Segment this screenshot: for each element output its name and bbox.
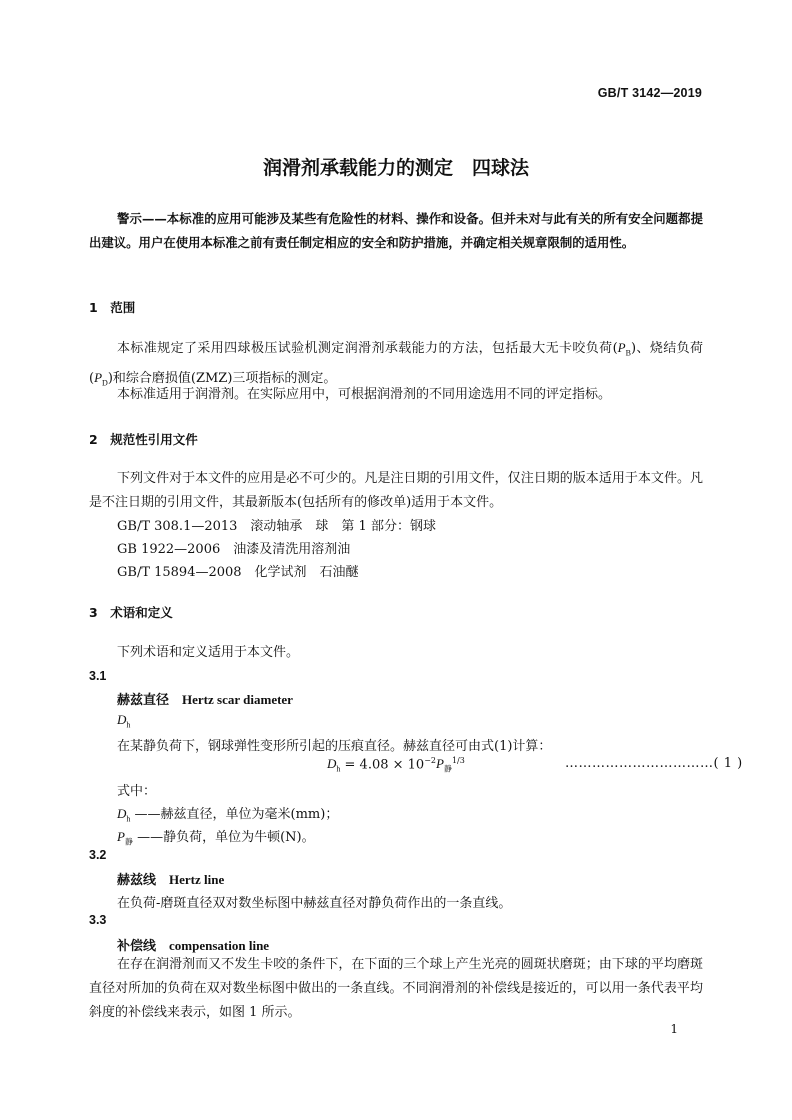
term-3-2-definition: 在负荷-磨斑直径双对数坐标图中赫兹直径对静负荷作出的一条直线。	[117, 896, 512, 911]
reference-item: GB/T 308.1—2013 滚动轴承 球 第 1 部分：钢球	[117, 519, 436, 534]
document-title: 润滑剂承载能力的测定 四球法	[262, 157, 529, 179]
section-3-heading: 3 术语和定义	[89, 605, 173, 620]
formula-1: $D_h = 4.08 \times 10^{-2}P_静^{1/3}$	[327, 756, 465, 774]
section-2-paragraph: 下列文件对于本文件的应用是必不可少的。凡是注日期的引用文件，仅注日期的版本适用于本文件。凡是不注日期的引用文件，其最新版本(包括所有的修改单)适用于本文件。	[89, 471, 703, 510]
variable-dh: $D_h$ ——赫兹直径，单位为毫米(mm)；	[117, 806, 339, 824]
reference-item: GB 1922—2006 油漆及清洗用溶剂油	[117, 542, 351, 557]
term-3-2-zh: 赫兹线	[117, 873, 157, 888]
formula-1-number: ……………………………( 1 )	[565, 756, 743, 771]
section-1-heading: 1 范围	[89, 300, 136, 315]
term-3-3-definition: 在存在润滑剂而又不发生卡咬的条件下，在下面的三个球上产生光亮的圆斑状磨斑；由下球的平均磨斑直径对所加的负荷在双对数坐标图中做出的一条直线。不同润滑剂的补偿线是接近的，可以用一条代表平均斜度的补偿线来表示，如图 1 所示。	[89, 957, 703, 1020]
term-3-1-symbol: $D_h$	[117, 712, 131, 730]
para1-text-c: )和综合磨损值(ZMZ)三项指标的测定。	[107, 370, 337, 386]
section-1-paragraph-2: 本标准适用于润滑剂。在实际应用中，可根据润滑剂的不同用途选用不同的评定指标。	[117, 387, 612, 402]
term-3-1-en: Hertz scar diameter	[182, 692, 293, 707]
variable-p-static: $P_静$ ——静负荷，单位为牛顿(N)。	[117, 829, 315, 847]
warning-paragraph: 警示——本标准的应用可能涉及某些有危险性的材料、操作和设备。但并未对与此有关的所有安全问题都提出建议。用户在使用本标准之前有责任制定相应的安全和防护措施，并确定相关规章限制的适用性。	[89, 211, 703, 250]
where-label: 式中：	[117, 784, 157, 799]
term-3-1-definition: 在某静负荷下，钢球弹性变形所引起的压痕直径。赫兹直径可由式(1)计算：	[117, 739, 552, 754]
symbol-pb: $P_B$	[617, 340, 631, 358]
term-3-2-en: Hertz line	[169, 872, 225, 887]
term-3-3-title	[117, 935, 269, 954]
section-3-intro: 下列术语和定义适用于本文件。	[117, 645, 300, 660]
term-3-3-number: 3.3	[89, 913, 107, 927]
term-3-1-zh: 赫兹直径	[117, 693, 170, 708]
term-3-2-title	[117, 869, 224, 888]
reference-item: GB/T 15894—2008 化学试剂 石油醚	[117, 565, 359, 580]
para1-text-a: 本标准规定了采用四球极压试验机测定润滑剂承载能力的方法，包括最大无卡咬负荷(	[117, 341, 618, 356]
symbol-pd: $P_D$	[94, 369, 108, 388]
page-number: 1	[670, 1022, 678, 1036]
term-3-3-zh: 补偿线	[117, 939, 157, 954]
term-3-1-number: 3.1	[89, 669, 107, 683]
section-2-heading: 2 规范性引用文件	[89, 432, 198, 447]
standard-code: GB/T 3142—2019	[597, 86, 702, 100]
term-3-2-number: 3.2	[89, 848, 107, 862]
para1-text-b: )、烧结负荷(	[89, 341, 703, 386]
term-3-3-en: compensation line	[169, 938, 270, 953]
term-3-1-title	[117, 689, 293, 708]
